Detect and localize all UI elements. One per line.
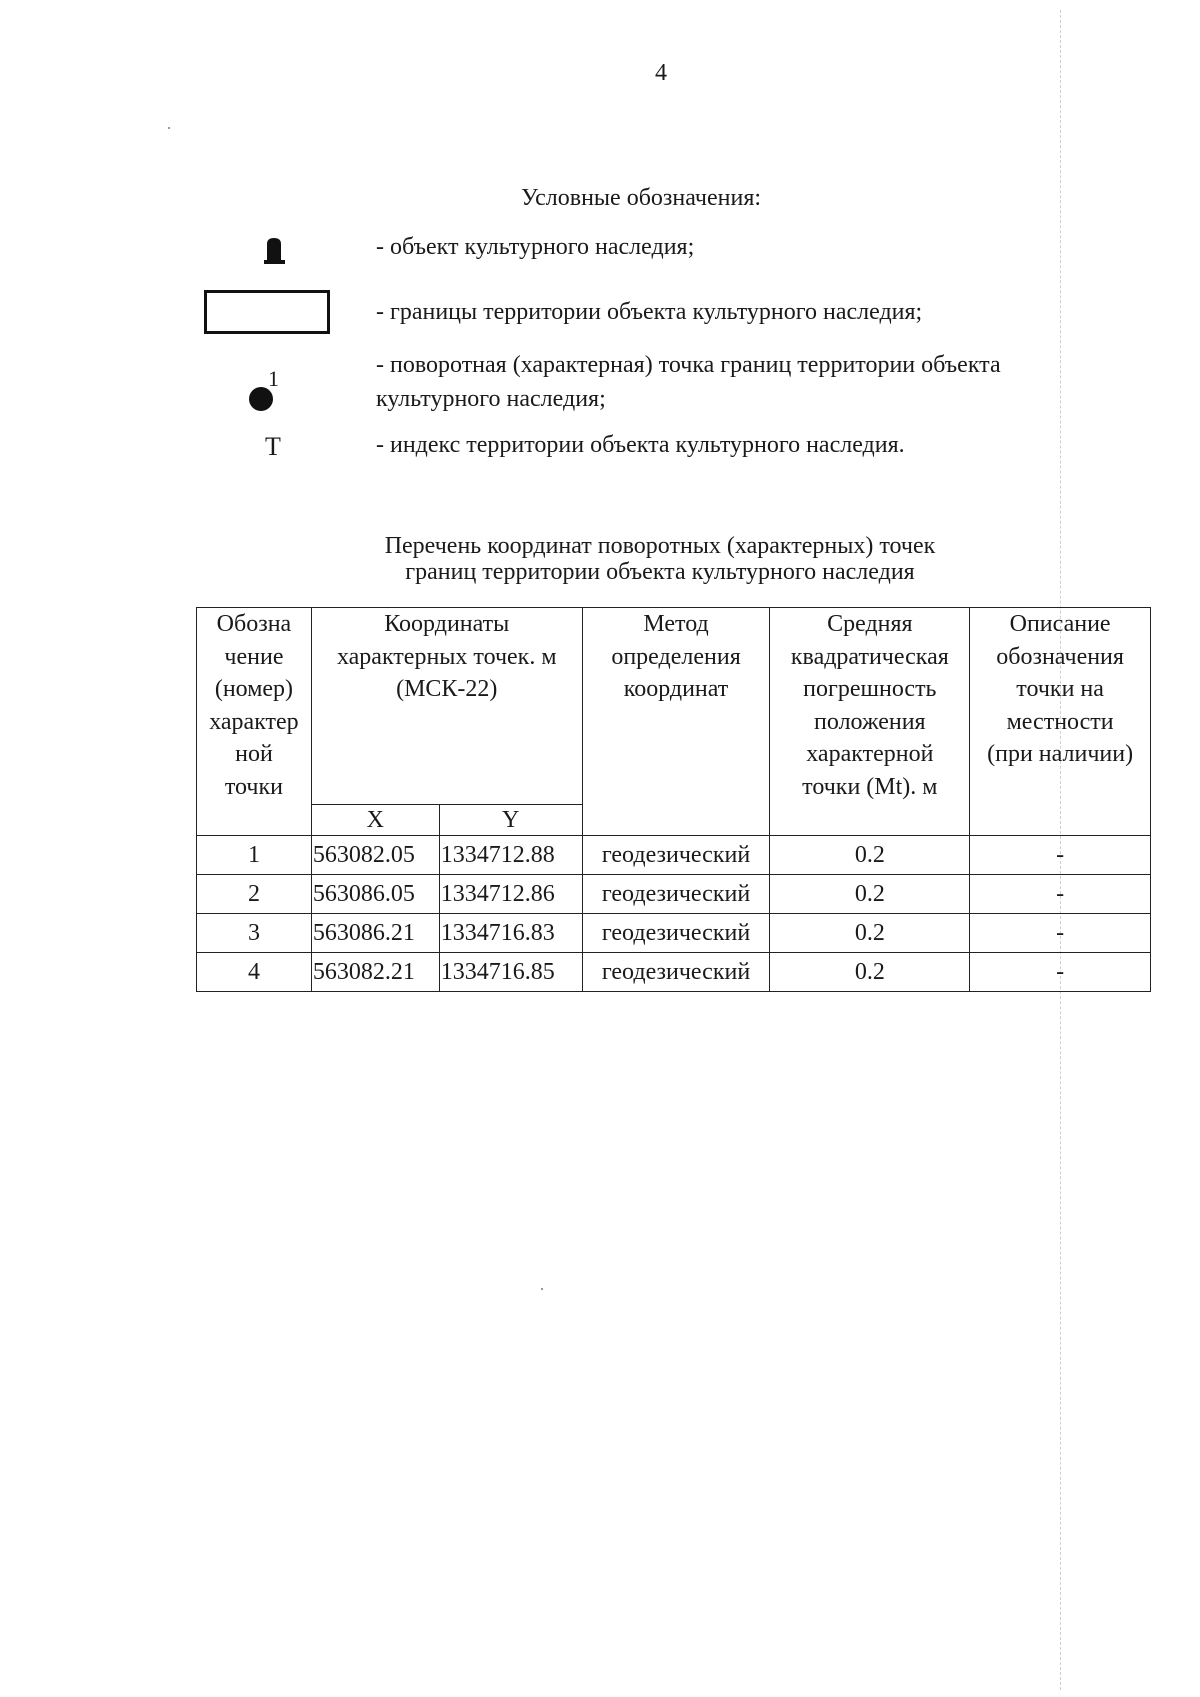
legend-item-text: - объект культурного наследия;: [376, 234, 695, 260]
cell-method: геодезический: [582, 836, 770, 875]
rectangle-boundary-icon: [204, 290, 330, 334]
monument-icon: [263, 236, 285, 264]
header-y: Y: [439, 805, 582, 836]
legend-item-text: - поворотная (характерная) точка границ территории объекта: [376, 352, 1001, 378]
cell-y: 1334712.88: [439, 836, 582, 875]
header-coordinates: Координаты характерных точек. м (МСК-22): [311, 608, 582, 805]
cell-y: 1334716.85: [439, 953, 582, 992]
header-designation: Обозна чение (номер) характер ной точки: [197, 608, 312, 836]
legend-title: Условные обозначения:: [521, 185, 762, 211]
cell-number: 2: [197, 875, 312, 914]
cell-description: -: [970, 836, 1151, 875]
header-method: Метод определения координат: [582, 608, 770, 836]
index-t-icon: Т: [265, 432, 281, 461]
table-row: [197, 836, 1151, 875]
cell-mt: 0.2: [770, 836, 970, 875]
list-title-line: границ территории объекта культурного наследия: [405, 559, 915, 585]
table-row: [197, 914, 1151, 953]
cell-mt: 0.2: [770, 914, 970, 953]
page-number: 4: [655, 60, 667, 86]
cell-x: 563082.21: [311, 953, 439, 992]
cell-y: 1334716.83: [439, 914, 582, 953]
list-title-line: Перечень координат поворотных (характерных) точек: [384, 533, 936, 559]
table-row: [197, 953, 1151, 992]
legend-item-text: культурного наследия;: [376, 386, 606, 412]
cell-description: -: [970, 953, 1151, 992]
header-x: X: [311, 805, 439, 836]
cell-description: -: [970, 875, 1151, 914]
header-description: Описание обозначения точки на местности (при наличии): [970, 608, 1151, 836]
cell-number: 3: [197, 914, 312, 953]
cell-method: геодезический: [582, 953, 770, 992]
list-title: [290, 533, 1030, 585]
legend-item-text: - индекс территории объекта культурного наследия.: [376, 432, 905, 458]
cell-mt: 0.2: [770, 953, 970, 992]
header-error: Средняя квадратическая погрешность положения характерной точки (Mt). м: [770, 608, 970, 836]
coordinates-table: [196, 607, 1151, 992]
point-label: 1: [268, 366, 279, 391]
cell-x: 563082.05: [311, 836, 439, 875]
cell-method: геодезический: [582, 914, 770, 953]
cell-number: 1: [197, 836, 312, 875]
cell-number: 4: [197, 953, 312, 992]
cell-description: -: [970, 914, 1151, 953]
scan-speck: [168, 127, 170, 129]
cell-mt: 0.2: [770, 875, 970, 914]
cell-method: геодезический: [582, 875, 770, 914]
cell-y: 1334712.86: [439, 875, 582, 914]
cell-x: 563086.05: [311, 875, 439, 914]
legend-item-text: - границы территории объекта культурного наследия;: [376, 299, 923, 325]
scan-speck: [541, 1288, 543, 1290]
table-row: [197, 875, 1151, 914]
cell-x: 563086.21: [311, 914, 439, 953]
